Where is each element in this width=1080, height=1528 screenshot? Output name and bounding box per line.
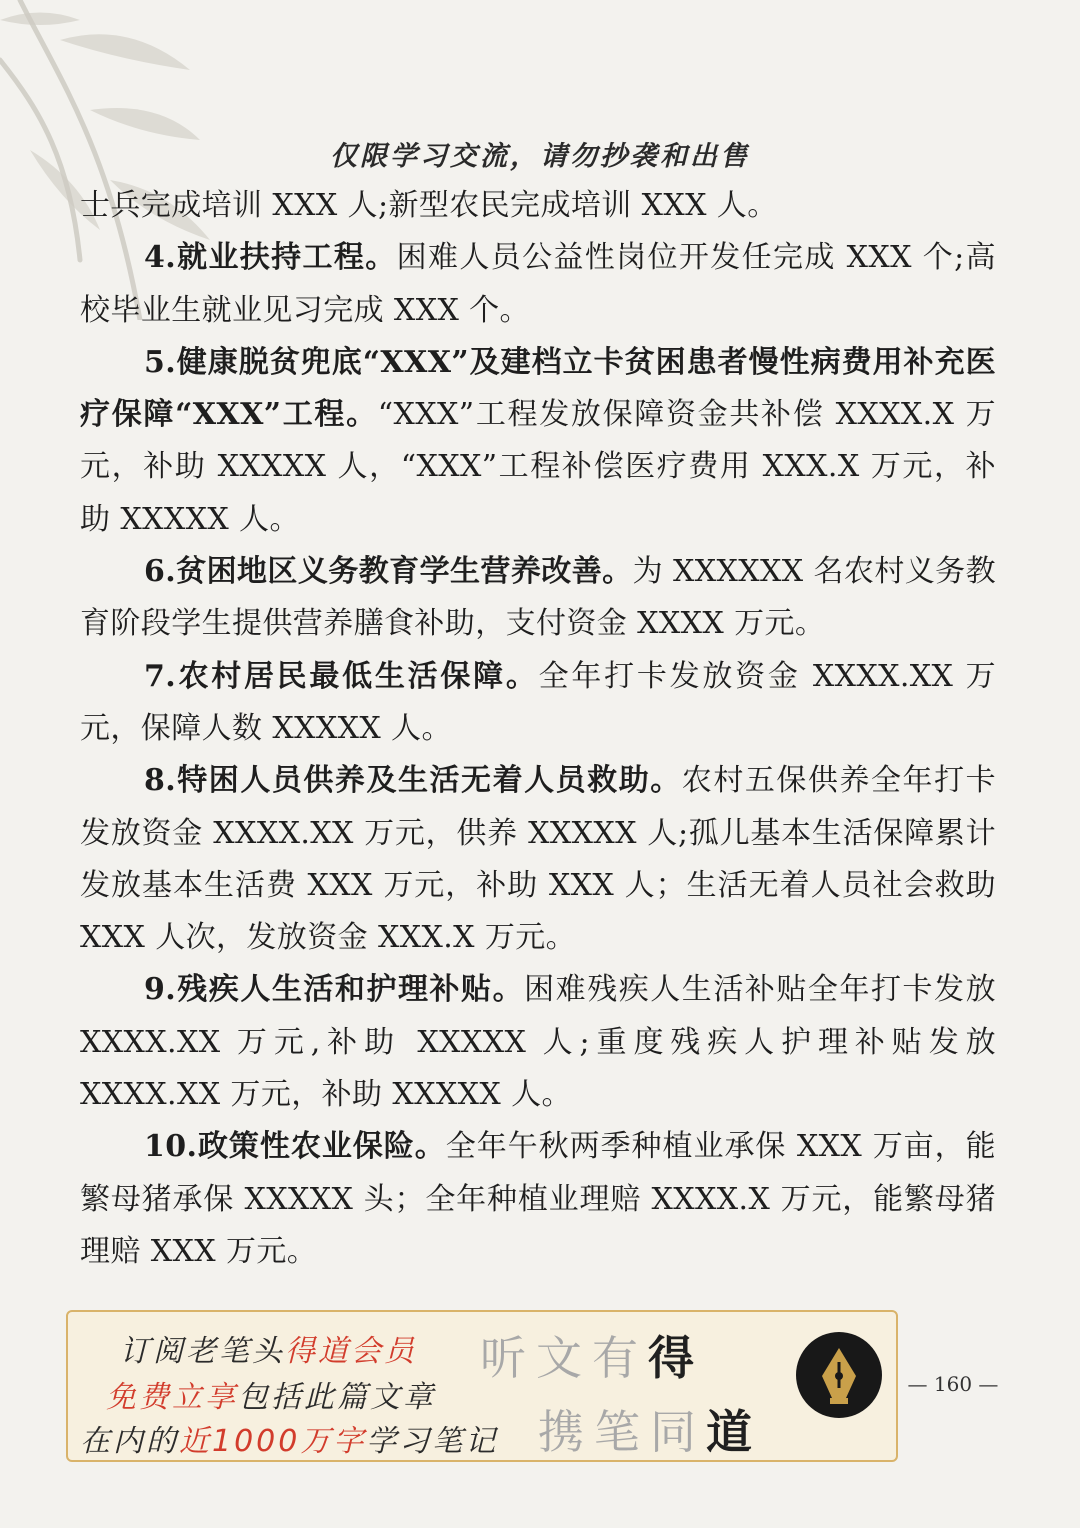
banner-text: 订阅老笔头 bbox=[120, 1334, 285, 1369]
paragraph-text: 士兵完成培训 XXX 人;新型农民完成培训 XXX 人。 bbox=[80, 188, 778, 223]
paragraph-text: 全年打卡发放资金 XXXX.XX 万元，保障人数 XXXXX 人。 bbox=[80, 658, 996, 746]
paragraph-text: 困难残疾人生活补贴全年打卡发放 XXXX.XX 万元,补助 XXXXX 人;重度残疾人护理补贴发放 XXXX.XX 万元，补助 XXXXX 人。 bbox=[80, 972, 996, 1113]
paragraph-item-4 bbox=[80, 232, 996, 337]
pen-nib-icon bbox=[796, 1332, 882, 1418]
paragraph-text: 农村五保供养全年打卡发放资金 XXXX.XX 万元，供养 XXXXX 人;孤儿基本生活保障累计发放基本生活费 XXX 万元，补助 XXX 人；生活无着人员社会救助 XXX 人次，发放资金 XXX.X 万元。 bbox=[80, 763, 996, 956]
paragraph-text: 为 XXXXXX 名农村义务教育阶段学生提供营养膳食补助，支付资金 XXXX 万元。 bbox=[80, 554, 996, 642]
paragraph-continuation bbox=[80, 180, 996, 232]
banner-slogan-2 bbox=[538, 1396, 762, 1462]
slogan-text: 携笔同 bbox=[538, 1405, 706, 1459]
paragraph-heading: 9.残疾人生活和护理补贴。 bbox=[144, 972, 525, 1008]
watermark-header: 仅限学习交流，请勿抄袭和出售 bbox=[330, 141, 750, 172]
paragraph-item-7 bbox=[80, 651, 996, 756]
banner-text: 包括此篇文章 bbox=[238, 1380, 436, 1415]
body-text bbox=[80, 180, 996, 1278]
slogan-text: 听文有 bbox=[480, 1331, 648, 1385]
slogan-emphasis: 道 bbox=[706, 1405, 762, 1459]
banner-text: 学习笔记 bbox=[366, 1424, 499, 1459]
paragraph-text: 全年午秋两季种植业承保 XXX 万亩，能繁母猪承保 XXXXX 头；全年种植业理赔 XXXX.X 万元，能繁母猪理赔 XXX 万元。 bbox=[80, 1129, 996, 1269]
banner-highlight: 近1000万字 bbox=[179, 1424, 367, 1459]
paragraph-heading: 5.健康脱贫兜底“XXX”及建档立卡贫困患者慢性病费用补充医疗保障“XXX”工程。 bbox=[80, 344, 996, 433]
paragraph-text: 困难人员公益性岗位开发任完成 XXX 个;高校毕业生就业见习完成 XXX 个。 bbox=[80, 240, 996, 328]
paragraph-heading: 6.贫困地区义务教育学生营养改善。 bbox=[144, 554, 633, 590]
banner-slogan-1 bbox=[480, 1322, 704, 1388]
paragraph-heading: 7.农村居民最低生活保障。 bbox=[144, 658, 539, 694]
slogan-emphasis: 得 bbox=[648, 1331, 704, 1385]
paragraph-item-10 bbox=[80, 1121, 996, 1278]
subscription-banner[interactable] bbox=[66, 1310, 898, 1462]
paragraph-text: “XXX”工程发放保障资金共补偿 XXXX.X 万元，补助 XXXXX 人，“XXX”工程补偿医疗费用 XXX.X 万元，补助 XXXXX 人。 bbox=[80, 397, 996, 537]
banner-line-2 bbox=[106, 1372, 436, 1416]
banner-line-3 bbox=[80, 1416, 498, 1460]
banner-line-1 bbox=[120, 1326, 417, 1370]
paragraph-heading: 4.就业扶持工程。 bbox=[144, 240, 397, 276]
banner-text: 在内的 bbox=[80, 1424, 179, 1459]
paragraph-heading: 8.特困人员供养及生活无着人员救助。 bbox=[144, 763, 682, 799]
banner-highlight: 免费立享 bbox=[106, 1380, 238, 1415]
banner-highlight: 得道会员 bbox=[285, 1334, 417, 1369]
paragraph-item-5 bbox=[80, 337, 996, 546]
paragraph-item-9 bbox=[80, 964, 996, 1121]
page-number: — 160 — bbox=[907, 1372, 999, 1396]
paragraph-item-6 bbox=[80, 546, 996, 651]
paragraph-heading: 10.政策性农业保险。 bbox=[144, 1129, 446, 1165]
paragraph-item-8 bbox=[80, 755, 996, 964]
